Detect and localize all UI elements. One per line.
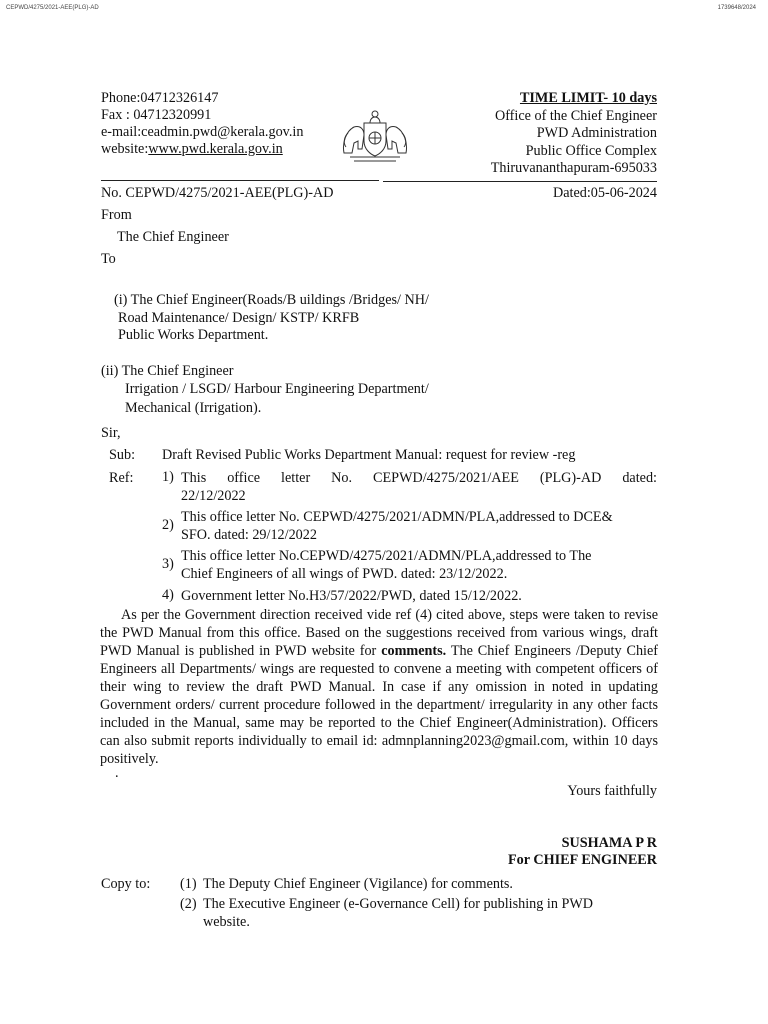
salutation: Sir, xyxy=(101,425,121,441)
fax-number: Fax : 04712320991 xyxy=(101,107,212,123)
ref-2-number: 2) xyxy=(162,517,174,533)
recipient-1-line-2: Road Maintenance/ Design/ KSTP/ KRFB xyxy=(118,310,360,326)
stray-dot: . xyxy=(115,765,119,781)
running-header-left: CEPWD/4275/2021-AEE(PLG)-AD xyxy=(6,5,99,11)
body-text-part-2: The Chief Engineers /Deputy Chief Engineers all Departments/ wings are requested to convene a meeting with competent officers of their wing to review the draft PWD Manual. In case if any omission in noted in updating Government orders/ current procedure followed in the department/ irregularity in any other facts included in the Manual, same may be reported to the Chief Engineer(Administration). Officers can also submit reports individually to email id: admnplanning2023@gmail.com, within 10 days positively. xyxy=(100,643,658,767)
recipient-2-line-2: Irrigation / LSGD/ Harbour Engineering Department/ xyxy=(125,381,429,397)
recipient-1-line-1: (i) The Chief Engineer(Roads/B uildings /Bridges/ NH/ xyxy=(114,292,429,308)
ref-3-line-1: This office letter No.CEPWD/4275/2021/ADMN/PLA,addressed to The xyxy=(181,548,592,564)
office-line-2: PWD Administration xyxy=(536,125,657,141)
to-label: To xyxy=(101,251,116,267)
signatory-designation: For CHIEF ENGINEER xyxy=(508,852,657,868)
header-rule-right xyxy=(383,181,657,182)
body-text-part-1: As per the Government direction received vide ref (4) cited above, steps were taken to revise the PWD Manual from this office. Based on the suggestions received from various wings, draft PWD Manual is published in PWD website for xyxy=(100,607,658,659)
running-header-right: 1739648/2024 xyxy=(717,5,756,11)
recipient-2-line-3: Mechanical (Irrigation). xyxy=(125,400,262,416)
office-line-3: Public Office Complex xyxy=(525,143,657,159)
from-name: The Chief Engineer xyxy=(117,229,229,245)
website-link[interactable]: www.pwd.kerala.gov.in xyxy=(148,141,283,157)
copy-1-number: (1) xyxy=(180,876,197,892)
from-label: From xyxy=(101,207,132,223)
ref-1-line-2: 22/12/2022 xyxy=(181,488,246,504)
kerala-emblem-icon xyxy=(340,107,410,165)
ref-2-line-2: SFO. dated: 29/12/2022 xyxy=(181,527,317,543)
reference-number: No. CEPWD/4275/2021-AEE(PLG)-AD xyxy=(101,185,334,201)
subject-text: Draft Revised Public Works Department Manual: request for review -reg xyxy=(162,447,576,463)
copy-to-label: Copy to: xyxy=(101,876,151,892)
copy-2-number: (2) xyxy=(180,896,197,912)
ref-4-number: 4) xyxy=(162,587,174,603)
copy-2-line-1: The Executive Engineer (e-Governance Cell) for publishing in PWD xyxy=(203,896,594,912)
office-line-1: Office of the Chief Engineer xyxy=(494,108,657,124)
body-text-bold: comments. xyxy=(381,643,447,659)
ref-3-line-2: Chief Engineers of all wings of PWD. dated: 23/12/2022. xyxy=(181,566,508,582)
phone-number: Phone:04712326147 xyxy=(101,90,219,106)
closing: Yours faithfully xyxy=(567,783,657,799)
ref-3-number: 3) xyxy=(162,556,174,572)
website-label: website: xyxy=(101,141,149,157)
recipient-1-line-3: Public Works Department. xyxy=(118,327,269,343)
signatory-name: SUSHAMA P R xyxy=(561,835,657,851)
ref-1-number: 1) xyxy=(162,469,174,485)
subject-label: Sub: xyxy=(109,447,136,463)
email-address: e-mail:ceadmin.pwd@kerala.gov.in xyxy=(101,124,304,140)
ref-2-line-1: This office letter No. CEPWD/4275/2021/ADMN/PLA,addressed to DCE& xyxy=(181,509,613,525)
time-limit: TIME LIMIT- 10 days xyxy=(519,90,657,106)
copy-2-line-2: website. xyxy=(203,914,250,930)
header-rule-left xyxy=(101,180,379,181)
ref-4-line-1: Government letter No.H3/57/2022/PWD, dated 15/12/2022. xyxy=(181,588,522,604)
ref-label: Ref: xyxy=(109,470,134,486)
ref-1-line-1: This office letter No. CEPWD/4275/2021/AEE (PLG)-AD dated: xyxy=(181,470,657,486)
website-line xyxy=(101,140,283,158)
letter-date: Dated:05-06-2024 xyxy=(552,185,657,201)
office-line-4: Thiruvananthapuram-695033 xyxy=(490,160,657,176)
copy-1-text: The Deputy Chief Engineer (Vigilance) for comments. xyxy=(203,876,513,892)
body-paragraph xyxy=(100,606,658,768)
recipient-2-line-1: (ii) The Chief Engineer xyxy=(101,363,234,379)
